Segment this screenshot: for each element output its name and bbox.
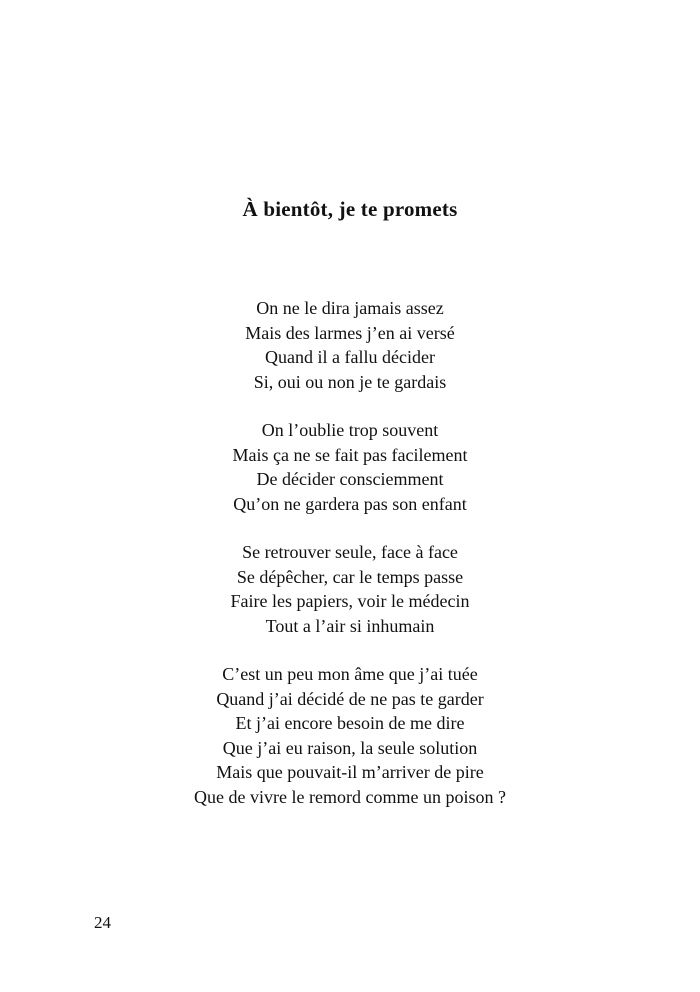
poem-line: Faire les papiers, voir le médecin (230, 591, 470, 611)
poem-line: Mais des larmes j’en ai versé (245, 322, 455, 343)
stanza-2 (0, 418, 700, 516)
poem-line: On ne le dira jamais assez (256, 298, 444, 318)
poem-line: Tout a l’air si inhumain (265, 615, 435, 636)
poem-body (0, 296, 700, 809)
page-number: 24 (94, 913, 111, 932)
poem-line: Que de vivre le remord comme un poison ? (194, 786, 506, 807)
stanza-4 (0, 662, 700, 809)
stanza-1 (0, 296, 700, 394)
poem-line: Qu’on ne gardera pas son enfant (233, 493, 467, 514)
poem-line: Que j’ai eu raison, la seule solution (222, 737, 478, 758)
poem-line: Mais que pouvait-il m’arriver de pire (216, 762, 484, 782)
poem-line: Quand j’ai décidé de ne pas te garder (216, 688, 484, 709)
poem-line: Se retrouver seule, face à face (242, 542, 458, 562)
poem-line: Et j’ai encore besoin de me dire (235, 713, 465, 733)
poem-line: De décider consciemment (256, 469, 444, 489)
poem-line: Se dépêcher, car le temps passe (236, 566, 464, 587)
poem-line: Si, oui ou non je te gardais (253, 371, 447, 392)
stanza-3 (0, 540, 700, 638)
poem-title: À bientôt, je te promets (242, 197, 458, 221)
poem-line: On l’oublie trop souvent (261, 420, 439, 440)
poem-line: Mais ça ne se fait pas facilement (232, 444, 468, 465)
poem-line: C’est un peu mon âme que j’ai tuée (222, 664, 478, 684)
poem-line: Quand il a fallu décider (265, 347, 435, 367)
